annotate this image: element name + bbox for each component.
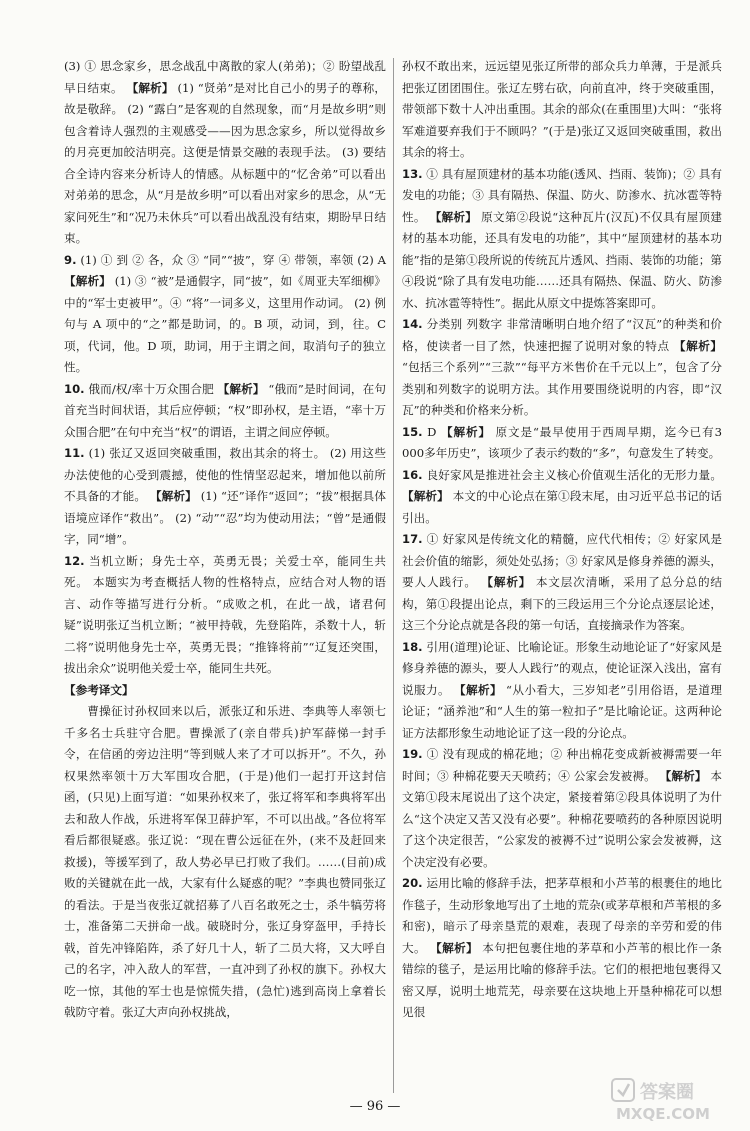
answer-block-17 — [402, 529, 722, 637]
watermark-line1: 答案圈 — [640, 1082, 694, 1103]
answer-text: 引用(道理)论证、比喻论证。形象生动地论证了“好家风是修身养德的源头，要人人践行”的观点，使论证深入浅出，富有说服力。 【解析】 “从小看大，三岁知老”引用俗语，是道理论证；“涵养池”和“人生的第一粒扣子”是比喻论证。这两种论证方法都形象生动地论证了这一段的分论点。 — [402, 639, 722, 740]
analysis-tag: 【解析】 — [481, 575, 532, 589]
question-number: 13. — [402, 166, 423, 181]
answer-block-8-3: (3) ① 思念家乡，思念战乱中离散的家人(弟弟)；② 盼望战乱早日结束。 【解析】 (1) “贤弟”是对比自己小的男子的尊称，故是敬辞。 (2) “露白”是客观的自然现象，而“月是故乡明”则包含着诗人强烈的主观感受——因为思念家乡，所以觉得故乡的月亮更加皎洁明亮。这便是情景交融的表现手法。 (3) 要结合全诗内容来分析诗人的情感。从标题中的“忆舍弟”可以看出对弟弟的思念，从“月是故乡明”可以看出对家乡的思念，从“无家问死生”和“况乃未休兵”可以看出战乱没有结束，期盼早日结束。 — [64, 59, 387, 245]
column-divider — [393, 58, 394, 1093]
answer-block-11 — [64, 443, 386, 551]
question-number: 12. — [64, 553, 85, 568]
question-number: 18. — [402, 639, 423, 654]
answer-block-18 — [402, 637, 722, 745]
question-number: 19. — [402, 747, 423, 761]
question-number: 20. — [402, 876, 423, 890]
reference-translation-text: 曹操征讨孙权回来以后，派张辽和乐进、李典等人率领七千多名士兵驻守合肥。曹操派了(亲自带兵)护军薛悌一封手令，在信函的旁边注明“等到贼人来了才可以拆开”。不久，孙权果然率领十万大军围攻合肥，(于是)他们一起打开这封信函，(只见)上面写道：“如果孙权来了，张辽将军和李典将军出去和敌人作战，乐进将军保卫薛护军，不可以出战。”各位将军看后都很疑惑。张辽说：“现在曹公远征在外，(来不及赶回来救援)，等援军到了，敌人势必早已打败了我们。……(目前)成败的关键就在此一战，大家有什么疑惑的呢？”李典也赞同张辽的看法。于是当夜张辽就招募了八百名敢死之士，杀牛犒劳将士，准备第二天拼命一战。破晓时分，张辽身穿盔甲，手持长戟，首先冲锋陷阵，杀了好几十人，斩了二员大将，又大呼自己的名字，冲入敌人的军营，一直冲到了孙权的旗下。孙权大吃一惊，其他的军士也是惊慌失措，(急忙)逃到高岗上拿着长戟防守着。张辽大声向孙权挑战， — [64, 704, 386, 1019]
answer-block-10 — [64, 379, 386, 444]
analysis-tag: 【解析】 — [430, 940, 479, 955]
answer-text: 良好家风是推进社会主义核心价值观生活化的无形力量。 【解析】 本文的中心论点在第①段末尾，由习近平总书记的话引出。 — [402, 467, 722, 525]
answer-text: 当机立断；身先士卒，英勇无畏；关爱士卒，能同生共死。 本题实为考查概括人物的性格特点，应结合对人物的语言、动作等描写进行分析。“成败之机，在此一战，诸君何疑”说明张辽当机立断；“被甲持戟，先登陷阵，杀数十人，斩二将”说明他身先士卒，英勇无畏；“推锋将前”“辽复还突围，拔出余众”说明他关爱士卒，能同生共死。 — [64, 553, 386, 675]
question-number: 15. — [402, 424, 423, 439]
analysis-tag: 【解析】 — [217, 381, 265, 396]
answer-block-19 — [402, 744, 722, 873]
watermark-line2: MXQE.COM — [616, 1105, 710, 1123]
analysis-tag: 【解析】 — [659, 768, 707, 783]
answer-text: ① 好家风是传统文化的精髓，应代代相传；② 好家风是社会价值的缩影，须处处弘扬；③ 好家风是修身养德的源头，要人人践行。 【解析】 本文层次清晰，采用了总分总的结构，第①段提出论点，剩下的三段运用三个分论点逐层论述，这三个分论点就是各段的第一句话，直接摘录作为答案。 — [402, 532, 723, 632]
question-number: 9. — [64, 252, 77, 267]
answer-block-15 — [402, 422, 722, 465]
answer-block-13 — [402, 164, 722, 315]
answer-text: (1) 张辽又返回突破重围，救出其余的将士。 (2) 用这些办法使他的心受到震撼，使他的性情坚忍起来，增加他以前所不具备的才能。 【解析】 (1) “还”译作“返回”；“拔”根据具体语境应译作“救出”。 (2) “动”“忍”均为使动用法；“曾”是通假字，同“增”。 — [64, 446, 387, 546]
answer-block-12 — [64, 551, 386, 680]
answer-text: 分类别 列数字 非常清晰明白地介绍了“汉瓦”的种类和价格，使读者一目了然，快速把握了说明对象的特点 【解析】 “包括三个系列”“三款”“每平方米售价在千元以上”，包含了分类别和列数字的说明方法。其作用要围绕说明的内容，即“汉瓦”的种类和价格来分析。 — [402, 317, 723, 417]
reference-translation-heading: 【参考译文】 — [64, 682, 134, 697]
analysis-tag: 【解析】 — [429, 209, 478, 224]
analysis-tag: 【解析】 — [402, 489, 449, 503]
question-number: 10. — [64, 381, 85, 396]
answer-block-20 — [402, 873, 722, 1024]
answer-block-14 — [402, 314, 722, 422]
answer-text: 运用比喻的修辞手法，把茅草根和小芦苇的根裹住的地比作毯子，生动形象地写出了土地的荒杂(或茅草根和芦苇根的多和密)，暗示了母亲垦荒的艰难，表现了母亲的辛劳和爱的伟大。 【解析】 本句把包裹住地的茅草和小芦苇的根比作一条错综的毯子，是运用比喻的修辞手法。它们的根把地包裹得又密又厚，说明土地荒芜，母亲要在这块地上开垦种棉花可以想见很 — [402, 876, 722, 1019]
analysis-tag: 【解析】 — [441, 424, 491, 439]
analysis-tag: 【解析】 — [149, 489, 197, 503]
question-number: 16. — [402, 467, 423, 482]
page-number: — 96 — — [349, 1099, 401, 1114]
answer-text: 俄而/权/率十万众围合肥 【解析】 “俄而”是时间词，在句首充当时间状语，其后应停顿；“权”即孙权，是主语，“率十万众围合肥”在句中充当“权”的谓语，主谓之间应停顿。 — [64, 381, 386, 439]
translation-continued: 孙权不敢出来，远远望见张辽所带的部众兵力单薄，于是派兵把张辽团团围住。张辽左劈右砍，向前直冲，终于突破重围，带领部下数十人冲出重围。其余的部众(在重围里)大叫：“张将军难道要弃我们于不顾吗？”(于是)张辽又返回突破重围，救出其余的将士。 — [402, 59, 722, 159]
question-number: 11. — [64, 446, 85, 460]
analysis-tag: 【解析】 — [454, 682, 502, 697]
question-number: 14. — [402, 317, 423, 331]
answer-text: (1) ① 到 ② 各，众 ③ “同”“披”，穿 ④ 带领，率领 (2) A 【解析】 (1) ③ “被”是通假字，同“披”，如《周亚夫军细柳》中的“军士吏被甲”。④ “将”一词多义，这里用作动词。 (2) 例句与 A 项中的“之”都是助词，的。B 项，动词，到，往。C 项，代词，他。D 项，助词，用于主谓之间，取消句子的独立性。 — [64, 252, 387, 374]
answer-text: ① 没有现成的棉花地；② 种出棉花变成新被褥需要一年时间；③ 种棉花要天天喷药；④ 公家会发被褥。 【解析】 本文第①段末尾说出了这个决定，紧接着第②段具体说明了为什么“这个决定又苦又没有必要”。种棉花要喷药的各种原因说明了这个决定很苦，“公家发的被褥不过”说明公家会发被褥，这个决定没有必要。 — [402, 747, 722, 869]
analysis-tag: 【解析】 — [64, 274, 111, 288]
analysis-tag: 【解析】 — [126, 80, 174, 95]
right-column — [402, 56, 722, 1024]
answer-block-9 — [64, 250, 386, 379]
answer-text: ① 具有屋顶建材的基本功能(透风、挡雨、装饰)；② 具有发电的功能；③ 具有隔热、保温、防火、防渗水、抗冰雹等特性。 【解析】 原文第②段说“这种瓦片(汉瓦)不仅具有屋顶建材的基本功能，还具有发电的功能”，其中“屋顶建材的基本功能”指的是第①段所说的传统瓦片透风、挡雨、装饰的功能；第④段说“除了具有发电功能……还具有隔热、保温、防火、防渗水、抗冰雹等特性”。据此从原文中提炼答案即可。 — [402, 166, 723, 310]
watermark-logo — [610, 1075, 736, 1123]
answer-block-16 — [402, 465, 722, 530]
question-number: 17. — [402, 532, 423, 546]
analysis-tag: 【解析】 — [673, 338, 722, 353]
left-column — [64, 56, 386, 1024]
answer-text: D 【解析】 原文是“最早使用于西周早期，迄今已有3 000多年历史”，该项少了表示约数的“多”，句意发生了转变。 — [402, 424, 722, 460]
